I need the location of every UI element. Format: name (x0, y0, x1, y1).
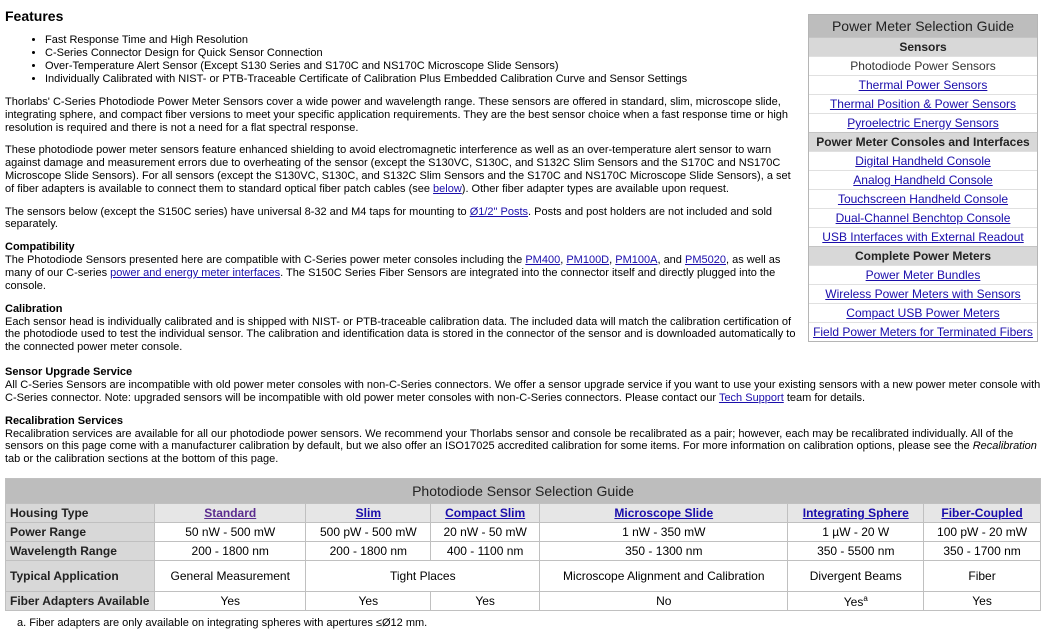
below-link[interactable]: below (433, 182, 462, 195)
sidebar-item-usb-interfaces[interactable]: USB Interfaces with External Readout (809, 227, 1037, 246)
row-label-wavelength: Wavelength Range (6, 542, 155, 561)
compatibility-title: Compatibility (5, 241, 75, 254)
col-slim-link[interactable]: Slim (355, 506, 381, 520)
sidebar-item-bundles[interactable]: Power Meter Bundles (809, 265, 1037, 284)
table-cell: General Measurement (155, 561, 306, 592)
sidebar-item-photodiode: Photodiode Power Sensors (809, 56, 1037, 75)
sidebar-item-compact-usb[interactable]: Compact USB Power Meters (809, 303, 1037, 322)
col-standard-link[interactable]: Standard (204, 506, 257, 520)
sidebar-item-pyroelectric[interactable]: Pyroelectric Energy Sensors (809, 113, 1037, 132)
recal-title: Recalibration Services (5, 414, 124, 427)
selection-guide-table (5, 478, 1041, 611)
col-fiber-coupled-link[interactable]: Fiber-Coupled (941, 506, 1023, 520)
table-row (6, 504, 1041, 523)
table-cell: 200 - 1800 nm (306, 542, 431, 561)
sidebar-item-thermal[interactable]: Thermal Power Sensors (809, 75, 1037, 94)
pm100d-link[interactable]: PM100D (566, 254, 610, 267)
sidebar-item-wireless[interactable]: Wireless Power Meters with Sensors (809, 284, 1037, 303)
table-row (6, 561, 1041, 592)
pm100a-link[interactable]: PM100A (615, 254, 658, 267)
shielding-paragraph: These photodiode power meter sensors feature enhanced shielding to avoid electromagnetic interference as well as an over-temperature alert sensor to warn against damage and measurement errors due to overheating of the sensor (except the S130VC, S130C, and S132C Slim Sensors and the S170C and NS170C Microscope Slide Sensors). For all sensors (except the S130VC, S130C, and S132C Slim Sensors and the S170C and NS170C Microscope Slide Sensors), a set of fiber adapters is available to connect them to standard optical fiber patch cables (see below). Other fiber adapter types are available upon request. (5, 144, 791, 195)
col-compact-slim[interactable] (431, 504, 540, 523)
features-list (5, 34, 800, 86)
table-row (6, 592, 1041, 611)
table-cell: Tight Places (306, 561, 540, 592)
row-label-fiber: Fiber Adapters Available (6, 592, 155, 611)
sidebar-item-digital-handheld[interactable]: Digital Handheld Console (809, 151, 1037, 170)
table-cell: Yes (924, 592, 1041, 611)
wide-content (5, 366, 1041, 476)
calibration-title: Calibration (5, 302, 63, 315)
table-row (6, 523, 1041, 542)
sidebar-item-thermal-position[interactable]: Thermal Position & Power Sensors (809, 94, 1037, 113)
interfaces-link[interactable]: power and energy meter interfaces (110, 266, 281, 279)
table-cell: 500 pW - 500 mW (306, 523, 431, 542)
calibration-section: Calibration Each sensor head is individually calibrated and is shipped with NIST- or PTB-traceable calibration data. The included data will match the calibration certification of the photodiode used to test the individual sensor. The calibration and identification data is stored in the connector of the sensor and is downloaded automatically to the connected power meter console. (5, 303, 800, 354)
tech-support-link[interactable]: Tech Support (718, 391, 784, 404)
table-cell: Yes (155, 592, 306, 611)
upgrade-section: Sensor Upgrade Service All C-Series Sensors are incompatible with old power meter consoles with non-C-Series connectors. We offer a sensor upgrade service if you want to use your existing sensors with a new power meter console with C-Series connector. Note: upgraded sensors will be incompatible with old power meter consoles with non-C-Series connectors. Please contact our Tech Support team for details. (5, 366, 1041, 404)
sidebar-item-touchscreen[interactable]: Touchscreen Handheld Console (809, 189, 1037, 208)
table-cell: 400 - 1100 nm (431, 542, 540, 561)
col-compact-slim-link[interactable]: Compact Slim (445, 506, 526, 520)
table-cell: 50 nW - 500 mW (155, 523, 306, 542)
table-cell: Yes$^a$ (788, 592, 924, 611)
posts-link[interactable]: Ø1/2" Posts (469, 205, 529, 218)
table-cell: Yes (431, 592, 540, 611)
table-cell: 1 µW - 20 W (788, 523, 924, 542)
sidebar-item-analog-handheld[interactable]: Analog Handheld Console (809, 170, 1037, 189)
sidebar-group-complete: Complete Power Meters (809, 246, 1037, 265)
sidebar-group-sensors: Sensors (809, 37, 1037, 56)
table-footnote: a. Fiber adapters are only available on integrating spheres with apertures ≤Ø12 mm. (17, 617, 428, 629)
row-label-application: Typical Application (6, 561, 155, 592)
compatibility-section: Compatibility The Photodiode Sensors presented here are compatible with C-Series power meter consoles including the PM400, PM100D, PM100A, and PM5020, as well as many of our C-series power and energy meter interfaces. The S150C Series Fiber Sensors are integrated into the connector itself and directly plugged into the console. (5, 241, 800, 292)
col-integrating-sphere-link[interactable]: Integrating Sphere (802, 506, 909, 520)
pm400-link[interactable]: PM400 (525, 254, 561, 267)
col-microscope-slide-link[interactable]: Microscope Slide (614, 506, 714, 520)
sidebar-group-consoles: Power Meter Consoles and Interfaces (809, 132, 1037, 151)
main-content (5, 8, 800, 364)
table-cell: 350 - 1700 nm (924, 542, 1041, 561)
table-cell: Microscope Alignment and Calibration (540, 561, 788, 592)
sidebar-title: Power Meter Selection Guide (809, 15, 1037, 37)
row-label-power: Power Range (6, 523, 155, 542)
recal-section: Recalibration Services Recalibration services are available for all our photodiode power sensors. We recommend your Thorlabs sensor and console be recalibrated as a pair; however, each may be recalibrated individually. All of the sensors on this page come with a manufacturer calibration by default, but we also offer an ISO17025 accredited calibration for some items. For more information on calibration options, please see the Recalibration tab or the calibration sections at the bottom of this page. (5, 415, 1041, 466)
intro-paragraph: Thorlabs' C-Series Photodiode Power Meter Sensors cover a wide power and wavelength range. These sensors are offered in standard, slim, microscope slide, integrating sphere, and compact fiber versions to meet your specific application requirements. They are the best sensor choice when a fast response time or high resolution is required and there is not a need for a flat spectral response. (5, 96, 789, 134)
table-cell: Yes (306, 592, 431, 611)
list-item: • Individually Calibrated with NIST- or PTB-Traceable Certificate of Calibration Plus Embedded Calibration Curve and Sensor Settings (45, 73, 800, 86)
col-slim[interactable] (306, 504, 431, 523)
selection-guide-sidebar (808, 14, 1038, 342)
table-cell: 1 nW - 350 mW (540, 523, 788, 542)
sidebar-item-dual-channel[interactable]: Dual-Channel Benchtop Console (809, 208, 1037, 227)
pm5020-link[interactable]: PM5020 (684, 254, 726, 267)
table-cell: 100 pW - 20 mW (924, 523, 1041, 542)
table-title: Photodiode Sensor Selection Guide (6, 479, 1041, 504)
col-integrating-sphere[interactable] (788, 504, 924, 523)
upgrade-title: Sensor Upgrade Service (5, 366, 133, 378)
page-title: Features (5, 8, 64, 24)
table-cell: 20 nW - 50 mW (431, 523, 540, 542)
table-row (6, 542, 1041, 561)
list-item: • C-Series Connector Design for Quick Sensor Connection (45, 47, 800, 60)
sidebar-item-field[interactable]: Field Power Meters for Terminated Fibers (809, 322, 1037, 341)
table-cell: 200 - 1800 nm (155, 542, 306, 561)
col-fiber-coupled[interactable] (924, 504, 1041, 523)
footnote-marker: a (863, 593, 868, 603)
col-microscope-slide[interactable] (540, 504, 788, 523)
col-standard[interactable] (155, 504, 306, 523)
table-cell: Divergent Beams (788, 561, 924, 592)
list-item: • Over-Temperature Alert Sensor (Except S130 Series and S170C and NS170C Microscope Slide Sensors) (45, 60, 800, 73)
posts-paragraph: The sensors below (except the S150C series) have universal 8-32 and M4 taps for mounting to Ø1/2" Posts. Posts and post holders are not included and sold separately. (5, 205, 773, 231)
table-cell: 350 - 1300 nm (540, 542, 788, 561)
table-cell: No (540, 592, 788, 611)
list-item: • Fast Response Time and High Resolution (45, 34, 800, 47)
table-cell: 350 - 5500 nm (788, 542, 924, 561)
table-cell: Fiber (924, 561, 1041, 592)
row-label-housing: Housing Type (6, 504, 155, 523)
